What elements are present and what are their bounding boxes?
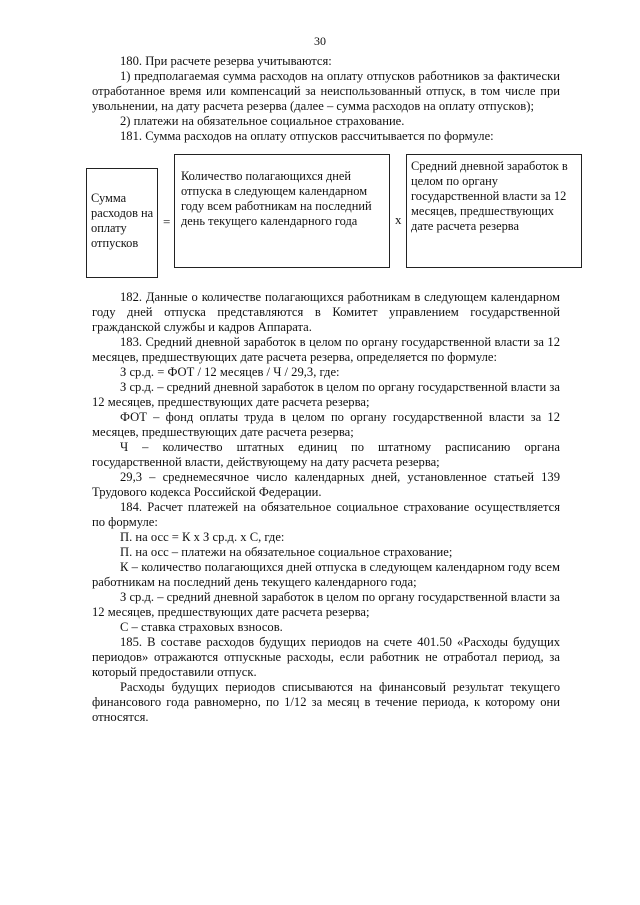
paragraph-180-item-2: 2) платежи на обязательное социальное страхование. <box>120 114 405 128</box>
paragraph-180-item-1: 1) предполагаемая сумма расходов на оплату отпусков работников за фактически отработанное время или компенсаций за неиспользованный отпуск, в том числе при увольнении, на дату расчета резерва (далее – сумма расходов на оплату отпусков); <box>92 69 560 113</box>
formula-box-days: Количество полагающихся дней отпуска в следующем календарном году всем работникам на последний день текущего календарного года <box>174 154 390 268</box>
multiply-sign: x <box>395 212 402 227</box>
paragraph-180-heading: 180. При расчете резерва учитываются: <box>120 54 332 68</box>
paragraph-185-continuation: Расходы будущих периодов списываются на финансовый результат текущего финансового года равномерно, по 1/12 за месяц в течение периода, к которому они относятся. <box>92 680 560 724</box>
paragraph-184-def-2: К – количество полагающихся дней отпуска в следующем календарном году всем работникам на последний день текущего календарного года; <box>92 560 560 589</box>
equals-sign: = <box>163 214 171 229</box>
paragraph-183-def-1: З ср.д. – средний дневной заработок в целом по органу государственной власти за 12 месяцев, предшествующих дате расчета резерва; <box>92 380 560 409</box>
paragraph-184-def-4: С – ставка страховых взносов. <box>120 620 283 634</box>
paragraph-184: 184. Расчет платежей на обязательное социальное страхование осуществляется по формуле: <box>92 500 560 529</box>
formula-box-earnings: Средний дневной заработок в целом по органу государственной власти за 12 месяцев, предшествующих дате расчета резерва <box>406 154 582 268</box>
paragraph-183-def-4: 29,3 – среднемесячное число календарных дней, установленное статьей 139 Трудового кодекса Российской Федерации. <box>92 470 560 499</box>
paragraph-182: 182. Данные о количестве полагающихся работникам в следующем календарном году дней отпуска представляются в Комитет управлением государственной гражданской службы и кадров Аппарата. <box>92 290 560 334</box>
paragraph-183-formula: З ср.д. = ФОТ / 12 месяцев / Ч / 29,3, где: <box>120 365 340 379</box>
formula-181 <box>91 154 568 282</box>
paragraph-184-def-1: П. на осс – платежи на обязательное социальное страхование; <box>120 545 453 559</box>
page-number: 30 <box>314 34 326 48</box>
paragraph-184-def-3: З ср.д. – средний дневной заработок в целом по органу государственной власти за 12 месяцев, предшествующих дате расчета резерва; <box>92 590 560 619</box>
paragraph-183-def-3: Ч – количество штатных единиц по штатному расписанию органа государственной власти, действующему на дату расчета резерва; <box>92 440 560 469</box>
paragraph-184-formula: П. на осс = К x З ср.д. x С, где: <box>120 530 285 544</box>
formula-box-sum: Сумма расходов на оплату отпусков <box>86 168 158 278</box>
paragraph-185: 185. В составе расходов будущих периодов на счете 401.50 «Расходы будущих периодов» отражаются отпускные расходы, если работник не отработал период, за который предоставили отпуск. <box>92 635 560 679</box>
paragraph-183-def-2: ФОТ – фонд оплаты труда в целом по органу государственной власти за 12 месяцев, предшествующих дате расчета резерва; <box>92 410 560 439</box>
paragraph-183: 183. Средний дневной заработок в целом по органу государственной власти за 12 месяцев, предшествующих дате расчета резерва, определяется по формуле: <box>92 335 560 364</box>
document-body <box>91 54 568 725</box>
paragraph-181: 181. Сумма расходов на оплату отпусков рассчитывается по формуле: <box>120 129 494 143</box>
